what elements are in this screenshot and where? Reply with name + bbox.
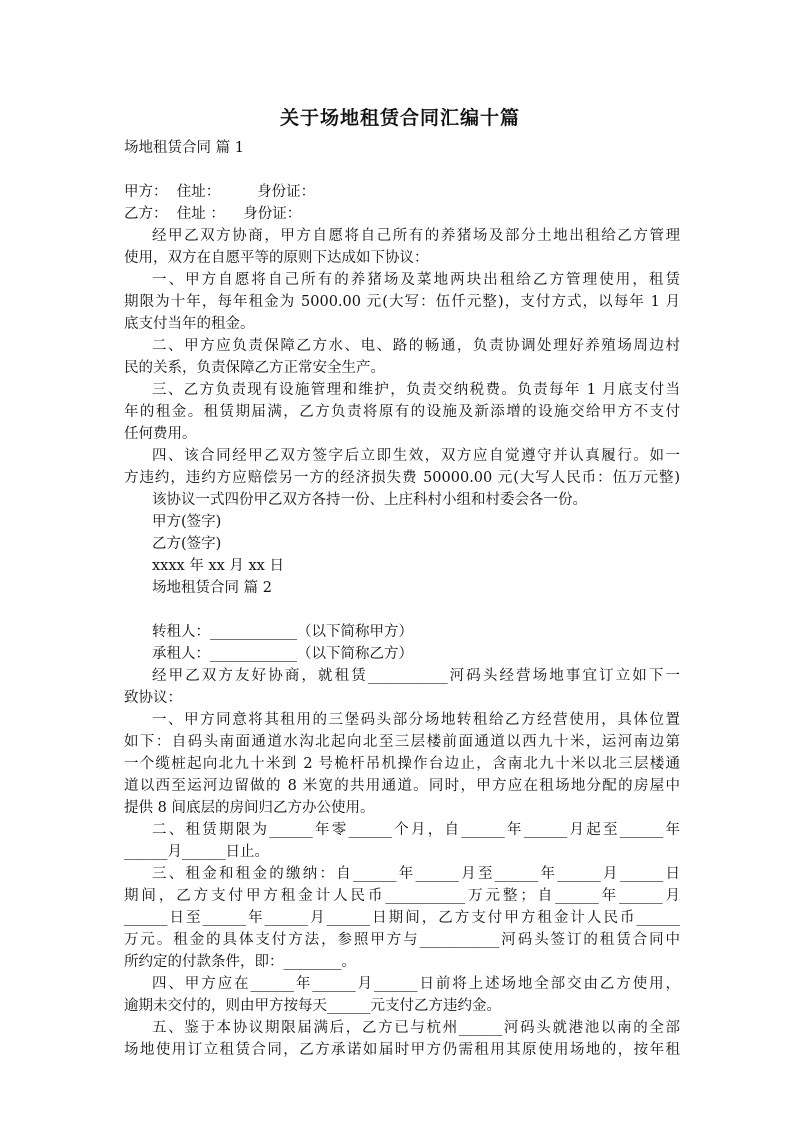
lessee-line: 承租人：____________（以下简称乙方） xyxy=(152,646,413,662)
clause-line: 一、甲方同意将其租用的三堡码头部分场地转租给乙方经营使用，具体位置 xyxy=(152,712,680,728)
section-heading: 场地租赁合同 篇 2 xyxy=(152,580,272,596)
clause-line: 提供 8 间底层的房间归乙方办公使用。 xyxy=(124,800,375,816)
paragraph-line: 经甲乙双方友好协商，就租赁___________河码头经营场地事宜订立如下一 xyxy=(152,668,680,684)
clause-line: 三、乙方负责现有设施管理和维护，负责交纳税费。负责每年 1 月底支付当 xyxy=(152,382,680,398)
clause-line: 如下：自码头南面通道水沟北起向北至三层楼前面通道以西九十米，运河南边第 xyxy=(124,734,680,750)
clause-line: 二、甲方应负责保障乙方水、电、路的畅通，负责协调处理好养殖场周边村 xyxy=(152,338,680,354)
document-title: 关于场地租赁合同汇编十篇 xyxy=(279,107,520,129)
clause-line: 期限为十年，每年租金为 5000.00 元(大写：伍仟元整)，支付方式，以每年 1 月 xyxy=(124,294,680,310)
clause-line: 场地使用订立租赁合同，乙方承诺如届时甲方仍需租用其原使用场地的，按年租 xyxy=(124,1042,680,1058)
clause-line: 三、租金和租金的缴纳：自______年______月至______年______月______日 xyxy=(152,866,680,882)
section-heading: 场地租赁合同 篇 1 xyxy=(124,140,244,156)
clause-line: 民的关系，负责保障乙方正常安全生产。 xyxy=(124,360,385,376)
clause-line: ______月______日止。 xyxy=(124,844,269,860)
clause-line: 底支付当年的租金。 xyxy=(124,316,255,332)
lessor-line: 转租人：____________（以下简称甲方） xyxy=(152,624,413,640)
party-b-line: 乙方： 住址 ： 身份证： xyxy=(124,206,302,222)
clause-line: 期间，乙方支付甲方租金计人民币___________万元整；自______年______月 xyxy=(124,888,680,904)
clause-line: ______日至______年______月______日期间，乙方支付甲方租金计人民币______ xyxy=(124,910,680,926)
clause-line: 道以西至运河边留做的 8 米宽的共用通道。同时，甲方应在租场地分配的房屋中 xyxy=(124,778,680,794)
paragraph-line: 经甲乙双方协商，甲方自愿将自己所有的养猪场及部分土地出租给乙方管理 xyxy=(152,228,680,244)
clause-line: 方违约，违约方应赔偿另一方的经济损失费 50000.00 元(大写人民币：伍万元整) xyxy=(124,470,680,486)
clause-line: 年的租金。租赁期届满，乙方负责将原有的设施及新添增的设施交给甲方不支付 xyxy=(124,404,680,420)
party-a-line: 甲方： 住址： 身份证： xyxy=(124,184,316,200)
paragraph-line: 使用，双方在自愿平等的原则下达成如下协议： xyxy=(124,250,429,266)
clause-line: 该协议一式四份甲乙双方各持一份、上庄科村小组和村委会各一份。 xyxy=(152,492,587,508)
clause-line: 所约定的付款条件，即：________。 xyxy=(124,954,356,970)
clause-line: 四、甲方应在______年______月______日前将上述场地全部交由乙方使用， xyxy=(152,976,680,992)
clause-line: 五、鉴于本协议期限届满后，乙方已与杭州______河码头就港池以南的全部 xyxy=(152,1020,680,1036)
clause-line: 任何费用。 xyxy=(124,426,197,442)
clause-line: 万元。租金的具体支付方法，参照甲方与___________河码头签订的租赁合同中 xyxy=(124,932,680,948)
clause-line: 逾期未交付的，则由甲方按每天______元支付乙方违约金。 xyxy=(124,998,501,1014)
clause-line: 四、该合同经甲乙双方签字后立即生效，双方应自觉遵守并认真履行。如一 xyxy=(152,448,680,464)
clause-line: 一个缆桩起向北九十米到 2 号桅杆吊机操作台边止，含南北九十米以北三层楼通 xyxy=(124,756,680,772)
paragraph-line: 致协议： xyxy=(124,690,182,706)
signature-line: 甲方(签字) xyxy=(152,514,222,530)
clause-line: 二、租赁期限为______年零______个月，自______年______月起至______年 xyxy=(152,822,680,838)
date-line: xxxx 年 xx 月 xx 日 xyxy=(152,558,284,574)
clause-line: 一、甲方自愿将自己所有的养猪场及菜地两块出租给乙方管理使用，租赁 xyxy=(152,272,680,288)
signature-line: 乙方(签字) xyxy=(152,536,222,552)
